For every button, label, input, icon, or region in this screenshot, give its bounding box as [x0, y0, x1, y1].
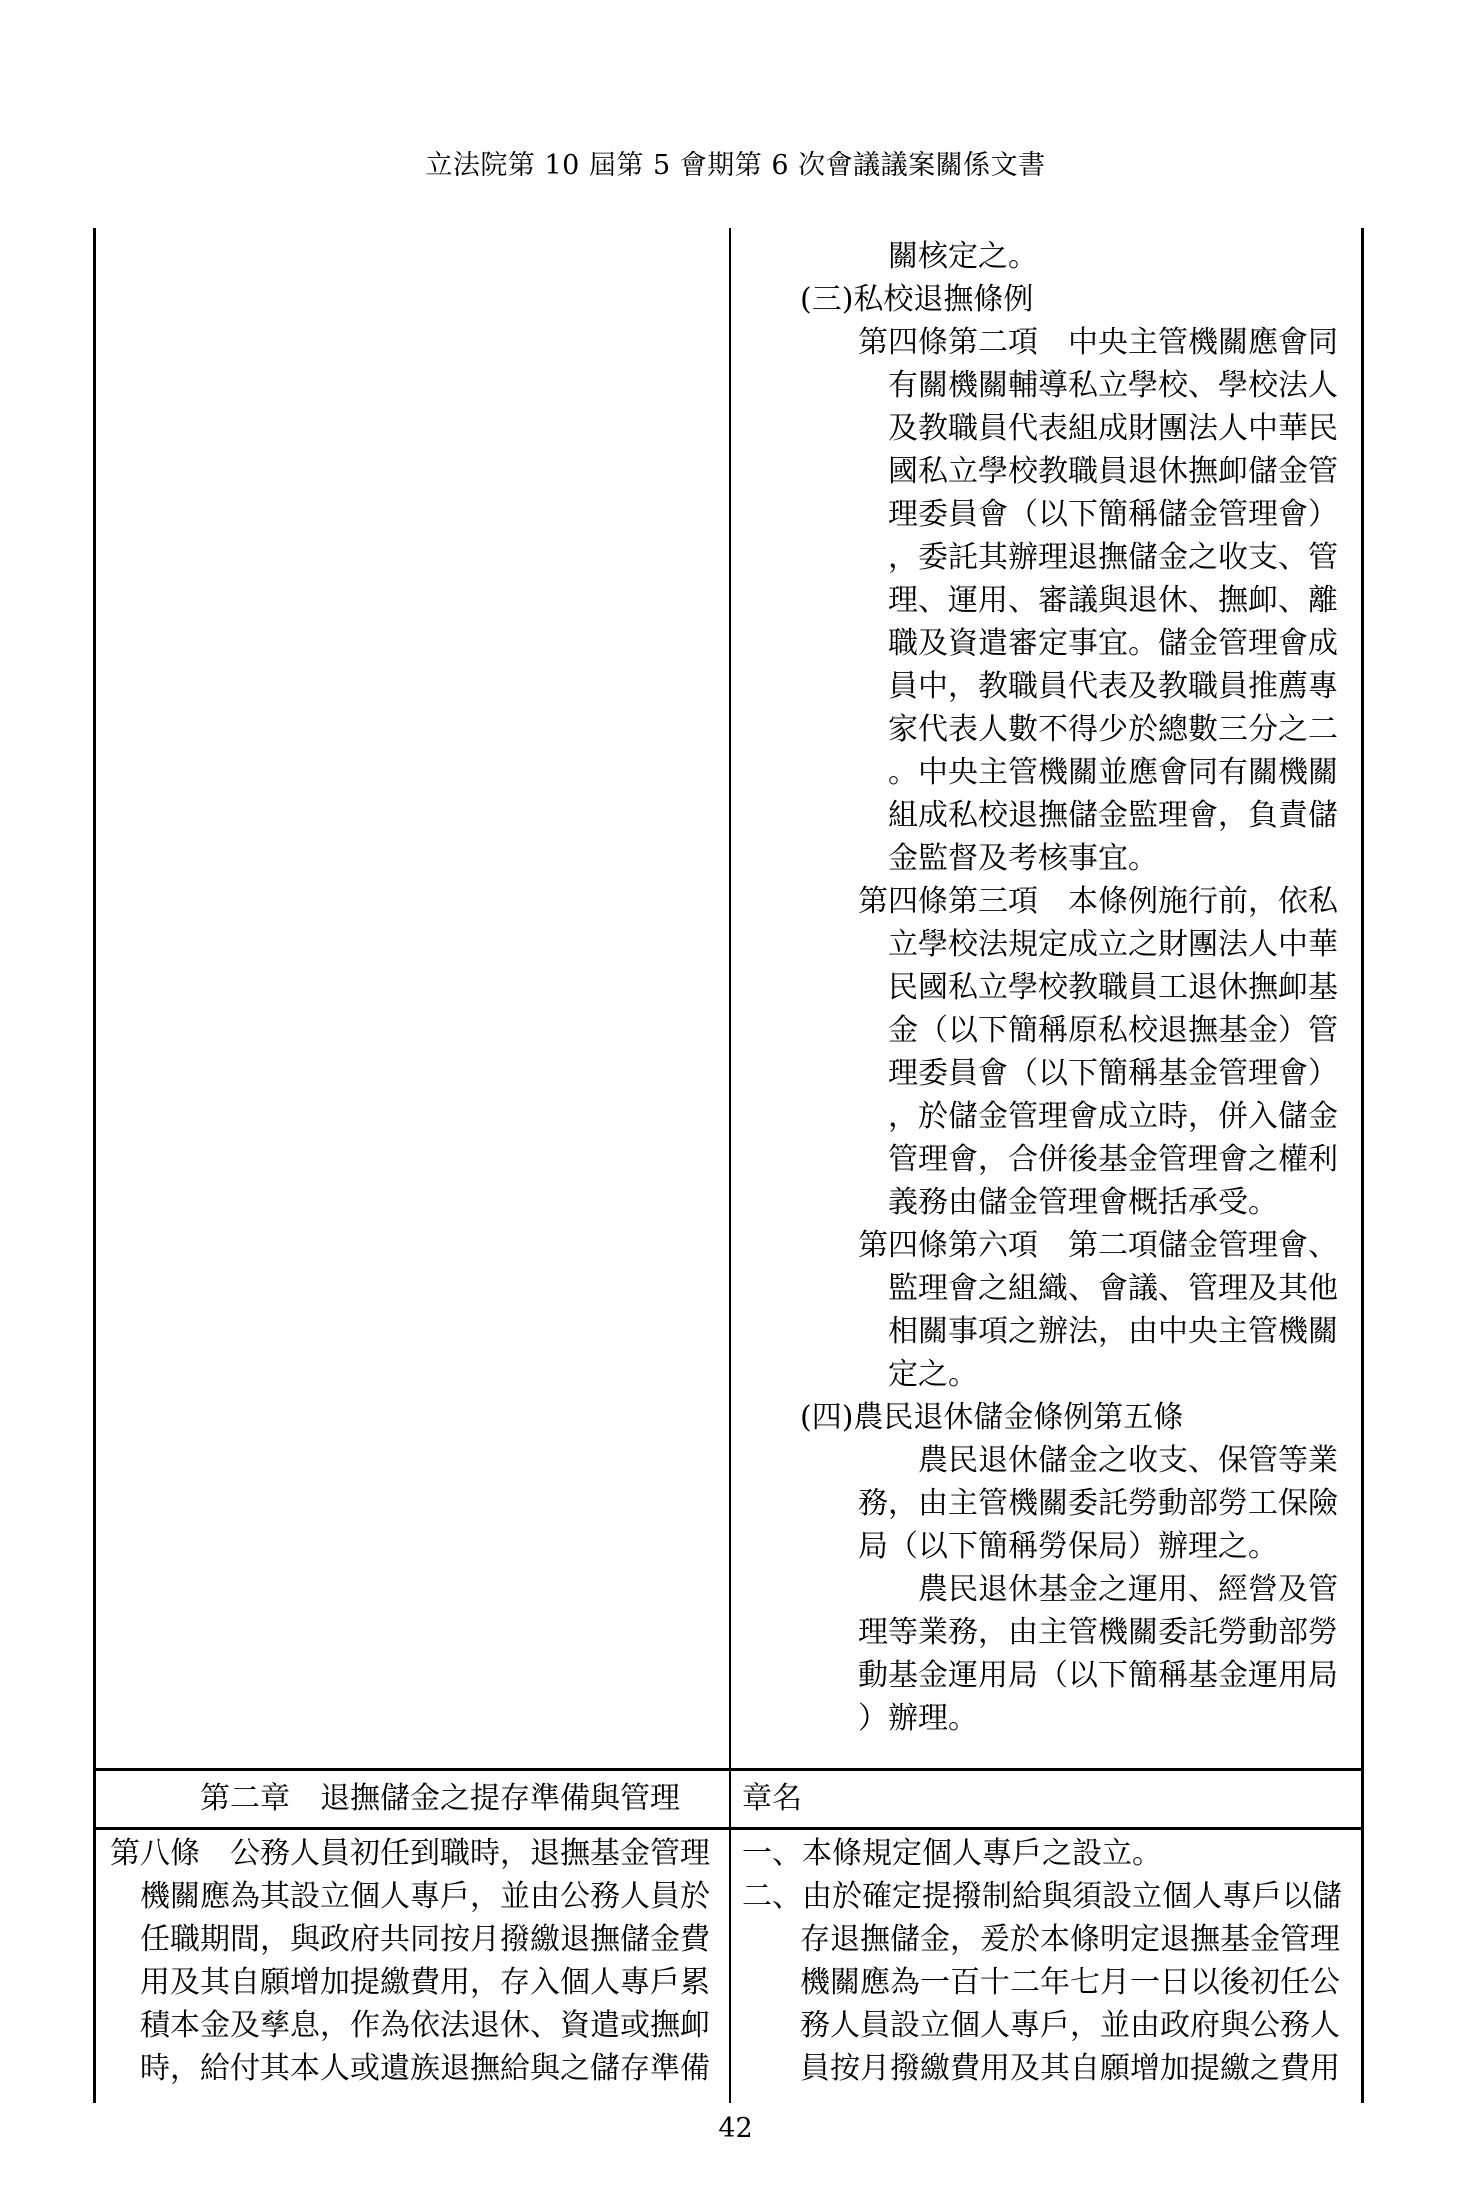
- document-header: 立法院第 10 屆第 5 會期第 6 次會議議案關係文書: [425, 150, 1046, 181]
- text-line: ）辦理。: [858, 1701, 978, 1736]
- text-line: ，於儲金管理會成立時，併入儲金: [888, 1099, 1338, 1134]
- text-line: 金（以下簡稱原私校退撫基金）管: [888, 1013, 1338, 1048]
- text-line: (四)農民退休儲金條例第五條: [800, 1400, 1184, 1435]
- text-line: 義務由儲金管理會概括承受。: [888, 1185, 1278, 1220]
- text-line: 務，由主管機關委託勞動部勞工保險: [858, 1486, 1338, 1521]
- article-8-explanation: [0, 1832, 1342, 2090]
- text-line: 監理會之組織、會議、管理及其他: [888, 1271, 1338, 1306]
- text-line: 一、本條規定個人專戶之設立。: [742, 1836, 1162, 1871]
- text-line: 農民退休儲金之收支、保管等業: [918, 1443, 1338, 1478]
- text-line: 組成私校退撫儲金監理會，負責儲: [888, 798, 1338, 833]
- text-line: 任職期間，與政府共同按月撥繳退撫儲金費: [140, 1922, 710, 1957]
- text-line: 關核定之。: [888, 239, 1038, 274]
- text-line: 理等業務，由主管機關委託勞動部勞: [858, 1615, 1338, 1650]
- chapter-title: 第二章 退撫儲金之提存準備與管理: [200, 1781, 680, 1816]
- text-line: 機關應為一百十二年七月一日以後初任公: [800, 1965, 1340, 2000]
- text-line: 員中，教職員代表及教職員推薦專: [888, 669, 1338, 704]
- text-line: 家代表人數不得少於總數三分之二: [888, 712, 1338, 747]
- text-line: 第四條第六項 第二項儲金管理會、: [858, 1228, 1338, 1263]
- text-line: 金監督及考核事宜。: [888, 841, 1158, 876]
- text-line: 民國私立學校教職員工退休撫卹基: [888, 970, 1338, 1005]
- text-line: 農民退休基金之運用、經營及管: [918, 1572, 1338, 1607]
- upper-right-text: [0, 235, 1338, 1740]
- text-line: 用及其自願增加提繳費用，存入個人專戶累: [140, 1965, 710, 2000]
- text-line: 動基金運用局（以下簡稱基金運用局: [858, 1658, 1338, 1693]
- text-line: 理委員會（以下簡稱儲金管理會）: [888, 497, 1338, 532]
- text-line: 機關應為其設立個人專戶，並由公務人員於: [140, 1879, 710, 1914]
- text-line: 理、運用、審議與退休、撫卹、離: [888, 583, 1338, 618]
- page-number: 42: [718, 2113, 753, 2144]
- text-line: 立學校法規定成立之財團法人中華: [888, 927, 1338, 962]
- chapter-note: 章名: [742, 1781, 802, 1816]
- text-line: 理委員會（以下簡稱基金管理會）: [888, 1056, 1338, 1091]
- text-line: 國私立學校教職員退休撫卹儲金管: [888, 454, 1338, 489]
- text-line: 相關事項之辦法，由中央主管機關: [888, 1314, 1338, 1349]
- text-line: 存退撫儲金，爰於本條明定退撫基金管理: [800, 1922, 1340, 1957]
- text-line: 積本金及孳息，作為依法退休、資遣或撫卹: [140, 2008, 710, 2043]
- text-line: 職及資遣審定事宜。儲金管理會成: [888, 626, 1338, 661]
- text-line: 局（以下簡稱勞保局）辦理之。: [858, 1529, 1278, 1564]
- text-line: ，委託其辦理退撫儲金之收支、管: [888, 540, 1338, 575]
- text-line: (三)私校退撫條例: [800, 282, 1034, 317]
- text-line: 第八條 公務人員初任到職時，退撫基金管理: [110, 1836, 710, 1871]
- table-right-border: [1361, 228, 1364, 2103]
- text-line: 定之。: [888, 1357, 978, 1392]
- text-line: 第四條第二項 中央主管機關應會同: [858, 325, 1338, 360]
- text-line: 務人員設立個人專戶，並由政府與公務人: [800, 2008, 1340, 2043]
- text-line: 二、由於確定提撥制給與須設立個人專戶以儲: [742, 1879, 1342, 1914]
- text-line: 有關機關輔導私立學校、學校法人: [888, 368, 1338, 403]
- text-line: 管理會，合併後基金管理會之權利: [888, 1142, 1338, 1177]
- text-line: 第四條第三項 本條例施行前，依私: [858, 884, 1338, 919]
- row-divider-bottom: [93, 1827, 1364, 1830]
- text-line: 。中央主管機關並應會同有關機關: [888, 755, 1338, 790]
- text-line: 員按月撥繳費用及其自願增加提繳之費用: [800, 2051, 1340, 2086]
- text-line: 及教職員代表組成財團法人中華民: [888, 411, 1338, 446]
- text-line: 時，給付其本人或遺族退撫給與之儲存準備: [140, 2051, 710, 2086]
- row-divider-top: [93, 1768, 1364, 1771]
